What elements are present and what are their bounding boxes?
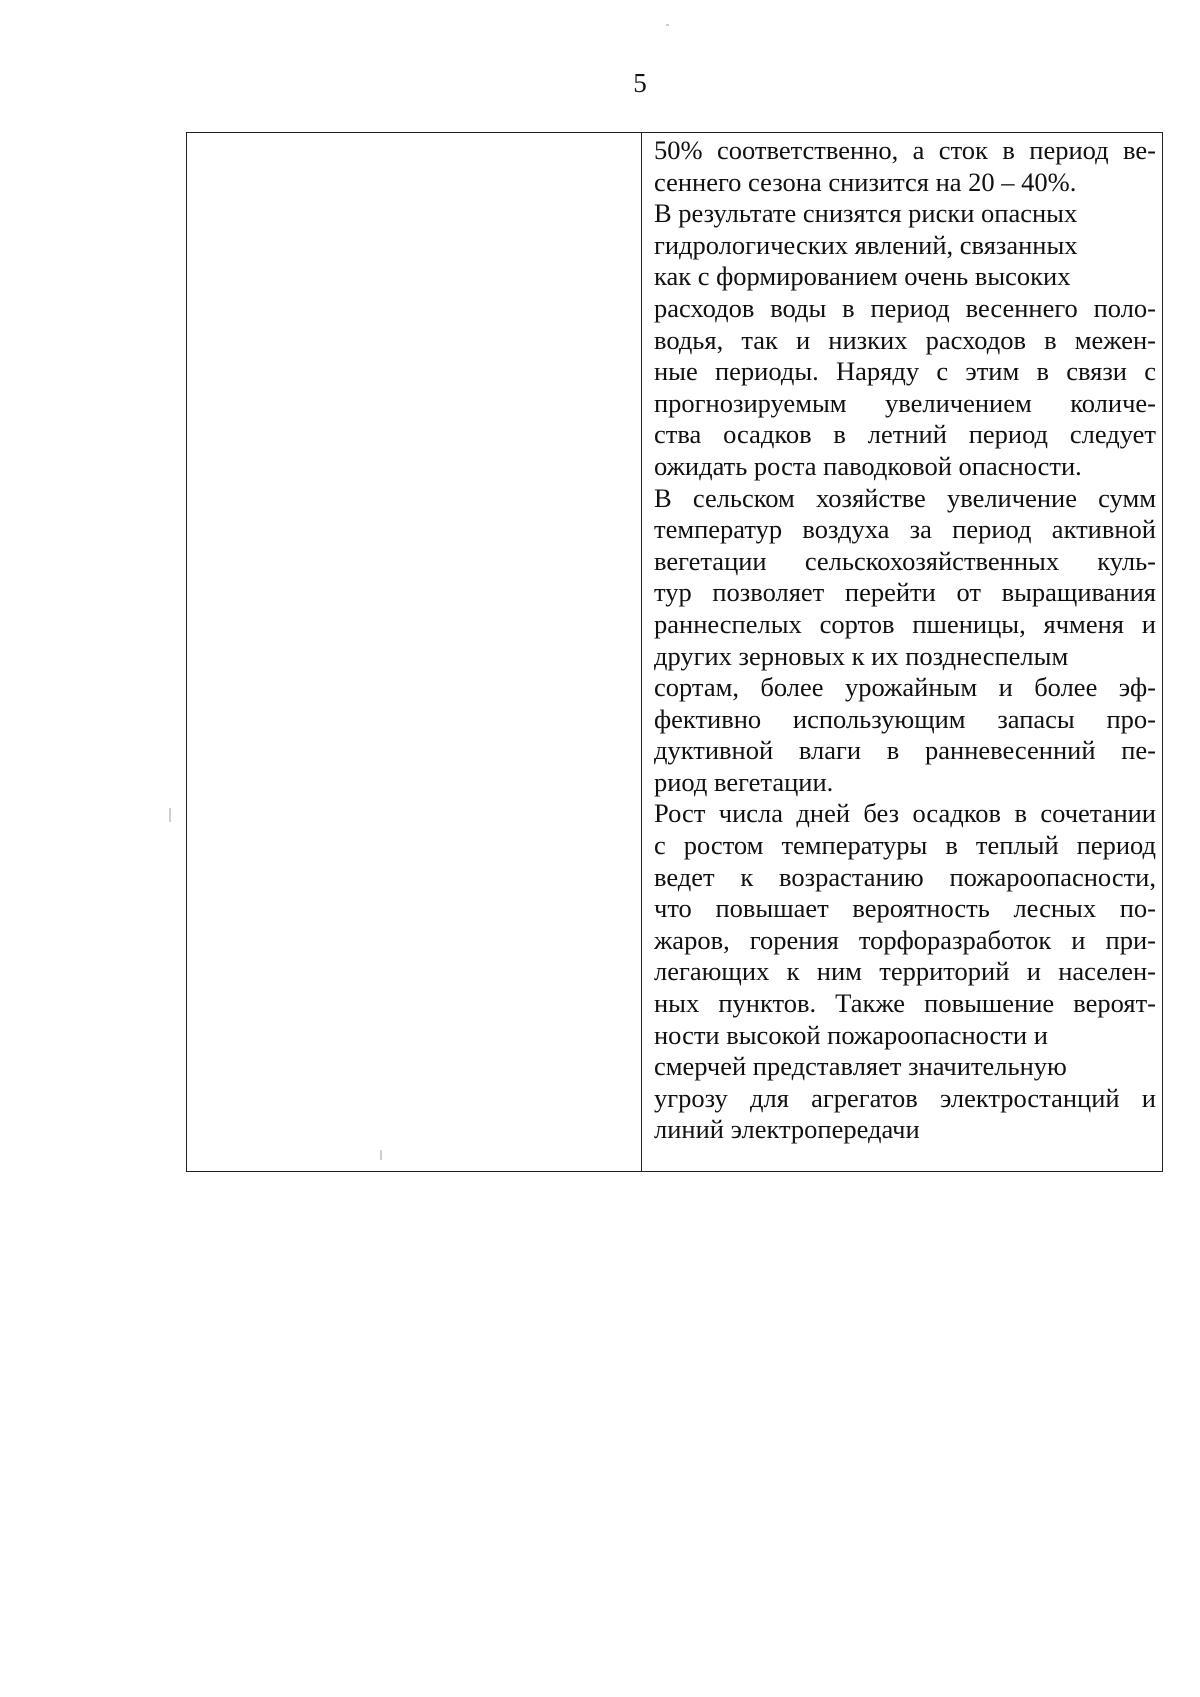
scan-speck (380, 1150, 382, 1160)
text-line: дуктивной влаги в ранневесенний пе- (654, 735, 1156, 766)
paragraph (654, 135, 1156, 198)
text-line: линий электропередачи (654, 1114, 920, 1145)
text-line: сортам, более урожайным и более эф- (654, 672, 1156, 703)
text-line: 50% соответственно, а сток в период ве- (654, 135, 1156, 165)
text-line: водья, так и низких расходов в межен- (654, 324, 1156, 355)
page-number: 5 (633, 68, 647, 98)
text-line: вегетации сельскохозяйственных куль- (654, 545, 1156, 576)
text-line: ведет к возрастанию пожароопасности, (654, 861, 1156, 892)
text-line: ных пунктов. Также повышение вероят- (654, 988, 1156, 1019)
text-line: ности высокой пожароопасности и (654, 1019, 1048, 1050)
text-line: сеннего сезона снизится на 20 – 40%. (654, 166, 1077, 197)
text-line: с ростом температуры в теплый период (654, 830, 1156, 861)
scan-speck (169, 808, 171, 822)
text-line: жаров, горения торфоразработок и при- (654, 924, 1156, 955)
table-cell-left (187, 133, 642, 1171)
text-line: фективно использующим запасы про- (654, 703, 1156, 734)
paragraph (654, 798, 1156, 1146)
text-line: ные периоды. Наряду с этим в связи с (654, 356, 1156, 387)
text-line: ожидать роста паводковой опасности. (654, 450, 1082, 481)
text-line: других зерновых к их позднеспелым (654, 640, 1069, 671)
scan-speck (666, 24, 669, 26)
table-cell-right (642, 133, 1162, 1171)
paragraph (654, 483, 1156, 799)
text-line: тур позволяет перейти от выращивания (654, 577, 1156, 608)
text-line: риод вегетации. (654, 766, 834, 797)
text-line: В результате снизятся риски опасных (654, 198, 1078, 229)
text-line: расходов воды в период весеннего поло- (654, 292, 1156, 323)
text-line: Рост числа дней без осадков в сочетании (654, 798, 1156, 829)
content-table (186, 132, 1163, 1172)
text-line: раннеспелых сортов пшеницы, ячменя и (654, 608, 1156, 639)
text-line: как с формированием очень высоких (654, 261, 1071, 292)
text-line: В сельском хозяйстве увеличение сумм (654, 482, 1156, 513)
text-line: гидрологических явлений, связанных (654, 229, 1078, 260)
text-line: что повышает вероятность лесных по- (654, 893, 1156, 924)
paragraph (654, 198, 1156, 482)
text-line: смерчей представляет значительную (654, 1051, 1067, 1082)
text-line: легающих к ним территорий и населен- (654, 956, 1156, 987)
text-line: угрозу для агрегатов электростанций и (654, 1082, 1156, 1113)
text-line: прогнозируемым увеличением количе- (654, 387, 1156, 418)
text-line: ства осадков в летний период следует (654, 419, 1156, 450)
text-line: температур воздуха за период активной (654, 514, 1156, 545)
